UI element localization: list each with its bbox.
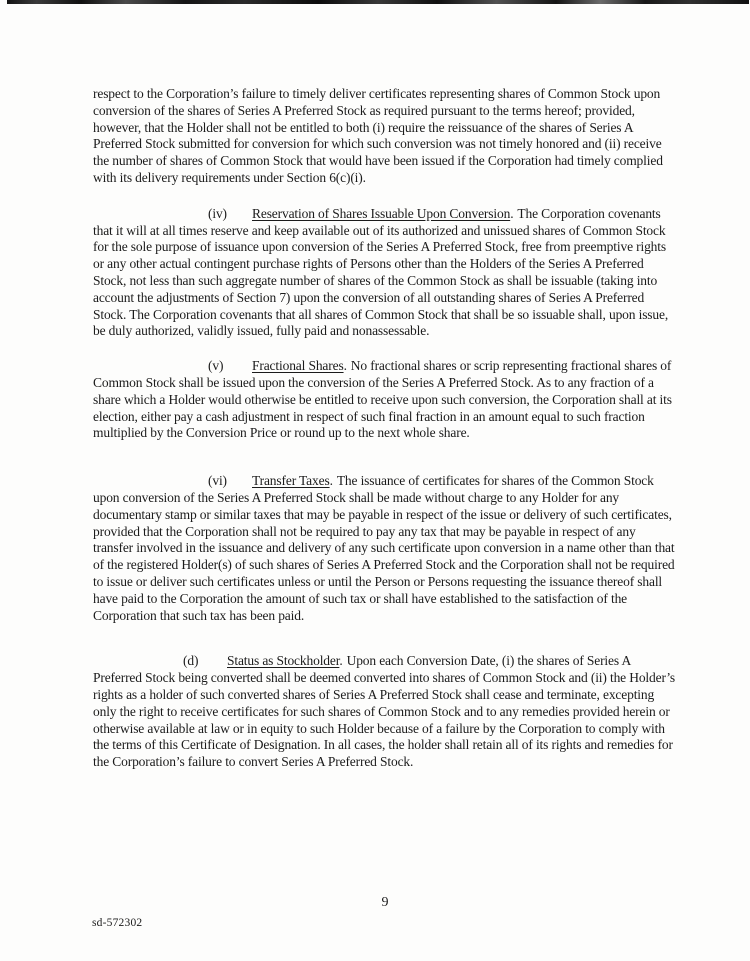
paragraph-text: The Corporation covenants that it will at all times reserve and keep available out of its authorized and unissued shares of Common Stock for the sole purpose of issuance upon conversion of the Series A Preferred Stock, free from preemptive rights or any other actual contingent purchase rights of Persons other than the Holders of the Series A Preferred Stock, not less than such aggregate number of shares of the Common Stock as shall be issuable (taking into account the adjustments of Section 7) upon the conversion of all outstanding shares of Series A Preferred Stock. The Corporation covenants that all shares of Common Stock that shall be so issuable shall, upon issue, be duly authorized, validly issued, fully paid and nonassessable. xyxy=(93,205,669,339)
section-heading-period: . xyxy=(510,205,514,221)
section-heading-period: . xyxy=(343,358,347,374)
scan-artifact-top-bar xyxy=(7,0,749,4)
document-body xyxy=(93,86,677,771)
paragraph-text: respect to the Corporation’s failure to timely deliver certificates representing shares of Common Stock upon conversion of the shares of Series A Preferred Stock as required pursuant to the terms hereof; provided, however, that the Holder shall not be entitled to both (i) require the reissuance of the shares of Series A Preferred Stock submitted for conversion for which such conversion was not timely honored and (ii) receive the number of shares of Common Stock that would have been issued if the Corporation had timely complied with its delivery requirements under Section 6(c)(i). xyxy=(93,86,663,185)
section-heading: Reservation of Shares Issuable Upon Conversion xyxy=(252,205,511,221)
paragraph-section-v xyxy=(93,358,677,442)
section-heading-period: . xyxy=(339,653,343,669)
paragraph-section-vi xyxy=(93,473,677,624)
section-heading: Fractional Shares xyxy=(252,358,344,374)
paragraph-section-d xyxy=(93,653,677,771)
section-heading-period: . xyxy=(329,473,333,489)
paragraph-text: The issuance of certificates for shares of the Common Stock upon conversion of the Series A Preferred Stock shall be made without charge to any Holder for any documentary stamp or similar taxes that may be payable in respect of the issue or delivery of such certificates, provided that the Corporation shall not be required to pay any tax that may be payable in respect of any transfer involved in the issuance and delivery of any such certificate upon conversion in a name other than that of the registered Holder(s) of such shares of Series A Preferred Stock and the Corporation shall not be required to issue or deliver such certificates unless or until the Person or Persons requesting the issuance thereof shall have paid to the Corporation the amount of such tax or shall have established to the satisfaction of the Corporation that such tax has been paid. xyxy=(93,473,675,623)
page-number: 9 xyxy=(381,895,389,910)
section-label: (d) xyxy=(183,653,199,669)
section-label: (iv) xyxy=(208,205,227,221)
document-id: sd-572302 xyxy=(92,917,143,929)
section-label: (vi) xyxy=(208,473,227,489)
paragraph-text: No fractional shares or scrip representing fractional shares of Common Stock shall be issued upon the conversion of the Series A Preferred Stock. As to any fraction of a share which a Holder would otherwise be entitled to receive upon such conversion, the Corporation shall at its election, either pay a cash adjustment in respect of such final fraction in an amount equal to such fraction multiplied by the Conversion Price or round up to the next whole share. xyxy=(93,358,672,441)
section-heading: Transfer Taxes xyxy=(252,473,330,489)
section-heading: Status as Stockholder xyxy=(227,653,340,669)
paragraph-section-iv xyxy=(93,206,677,340)
paragraph-text: Upon each Conversion Date, (i) the shares of Series A Preferred Stock being converted shall be deemed converted into shares of Common Stock and (ii) the Holder’s rights as a holder of such converted shares of Series A Preferred Stock shall cease and terminate, excepting only the right to receive certificates for such shares of Common Stock and to any remedies provided herein or otherwise available at law or in equity to such Holder because of a failure by the Corporation to comply with the terms of this Certificate of Designation. In all cases, the holder shall retain all of its rights and remedies for the Corporation’s failure to convert Series A Preferred Stock. xyxy=(93,653,676,770)
paragraph-continuation xyxy=(93,86,677,187)
section-label: (v) xyxy=(208,358,224,374)
